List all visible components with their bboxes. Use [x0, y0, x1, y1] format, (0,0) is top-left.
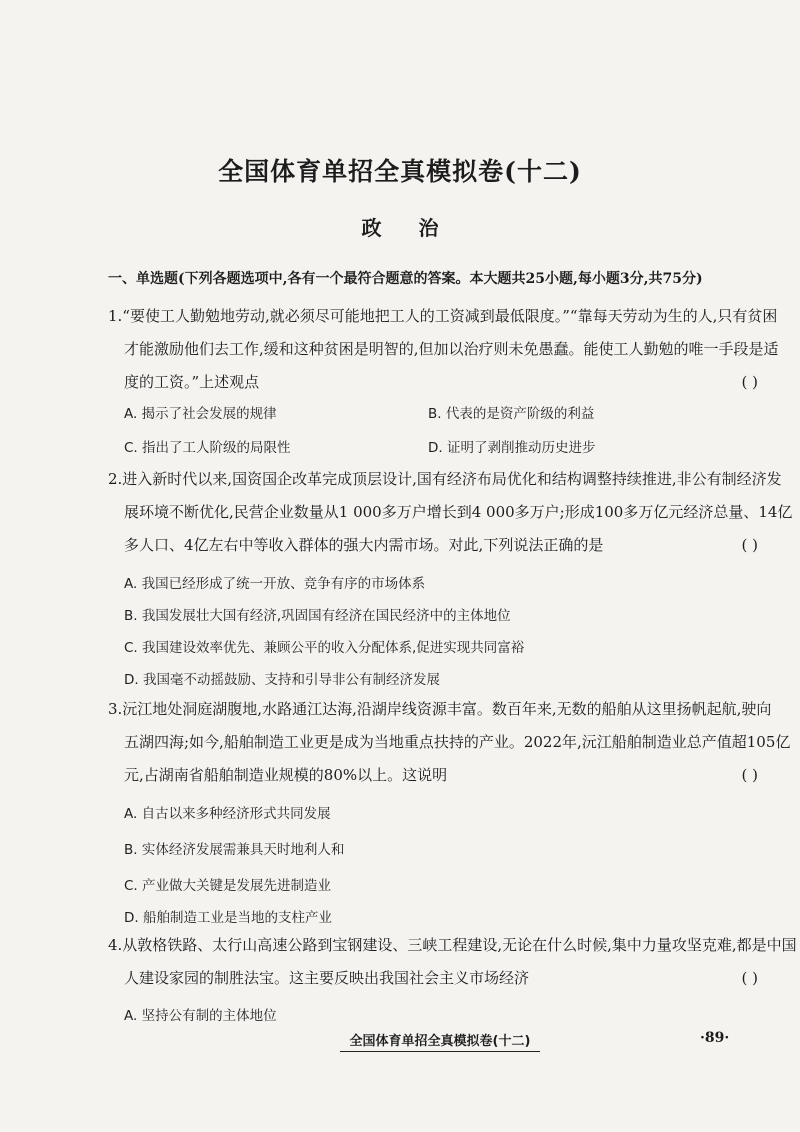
- subject-title: 政 治: [361, 216, 439, 240]
- question-4-line-2: 人建设家园的制胜法宝。这主要反映出我国社会主义市场经济 ( ): [108, 962, 758, 995]
- question-2-option-d: D. 我国毫不动摇鼓励、支持和引导非公有制经济发展: [124, 672, 440, 688]
- question-3-option-b: B. 实体经济发展需兼具天时地利人和: [124, 842, 345, 858]
- question-1-line-2: 才能激励他们去工作,缓和这种贫困是明智的,但加以治疗则未免愚蠢。能使工人勤勉的唯一手段是适: [124, 340, 779, 358]
- question-2-option-a: A. 我国已经形成了统一开放、竞争有序的市场体系: [124, 576, 426, 592]
- question-3-option-d: D. 船舶制造工业是当地的支柱产业: [124, 910, 332, 926]
- question-1-option-d: D. 证明了剥削推动历史进步: [428, 440, 596, 456]
- section-heading: 一、单选题(下列各题选项中,各有一个最符合题意的答案。本大题共25小题,每小题3分,共75分): [108, 271, 703, 287]
- question-3-line-3: 元,占湖南省船舶制造业规模的80%以上。这说明 ( ): [108, 759, 758, 792]
- question-4-option-a: A. 坚持公有制的主体地位: [124, 1008, 277, 1024]
- question-2-line-1: 2.进入新时代以来,国资国企改革完成顶层设计,国有经济布局优化和结构调整持续推进,非公有制经济发: [108, 470, 782, 488]
- question-2-line-2: 展环境不断优化,民营企业数量从1 000多万户增长到4 000多万户;形成100多万亿元经济总量、14亿: [124, 503, 793, 521]
- question-1-option-a: A. 揭示了社会发展的规律: [124, 406, 277, 422]
- question-2: [108, 463, 793, 562]
- question-4: [108, 929, 797, 995]
- question-3-option-a: A. 自古以来多种经济形式共同发展: [124, 806, 331, 822]
- answer-paren: ( ): [741, 536, 758, 554]
- answer-paren: ( ): [741, 373, 758, 391]
- answer-paren: ( ): [741, 969, 758, 987]
- question-1-option-c: C. 指出了工人阶级的局限性: [124, 440, 291, 456]
- question-3-line-1: 3.沅江地处洞庭湖腹地,水路通江达海,沿湖岸线资源丰富。数百年来,无数的船舶从这里扬帆起航,驶向: [108, 700, 772, 718]
- page-number: ·89·: [700, 1030, 730, 1046]
- question-2-option-b: B. 我国发展壮大国有经济,巩固国有经济在国民经济中的主体地位: [124, 608, 511, 624]
- question-1-option-b: B. 代表的是资产阶级的利益: [428, 406, 595, 422]
- question-1-line-1: 1.“要使工人勤勉地劳动,就必须尽可能地把工人的工资减到最低限度。”“靠每天劳动为生的人,只有贫困: [108, 307, 778, 325]
- question-3-line-2: 五湖四海;如今,船舶制造工业更是成为当地重点扶持的产业。2022年,沅江船舶制造业总产值超105亿: [124, 733, 791, 751]
- exam-title: 全国体育单招全真模拟卷(十二): [218, 157, 582, 186]
- answer-paren: ( ): [741, 766, 758, 784]
- question-1: [108, 300, 779, 399]
- question-4-line-1: 4.从敦格铁路、太行山高速公路到宝钢建设、三峡工程建设,无论在什么时候,集中力量攻坚克难,都是中国: [108, 936, 797, 954]
- question-3: [108, 693, 791, 792]
- question-2-line-3: 多人口、4亿左右中等收入群体的强大内需市场。对此,下列说法正确的是 ( ): [108, 529, 758, 562]
- footer-title: 全国体育单招全真模拟卷(十二): [340, 1030, 540, 1052]
- question-1-line-3: 度的工资。”上述观点 ( ): [108, 366, 758, 399]
- question-3-option-c: C. 产业做大关键是发展先进制造业: [124, 878, 332, 894]
- question-2-option-c: C. 我国建设效率优先、兼顾公平的收入分配体系,促进实现共同富裕: [124, 640, 525, 656]
